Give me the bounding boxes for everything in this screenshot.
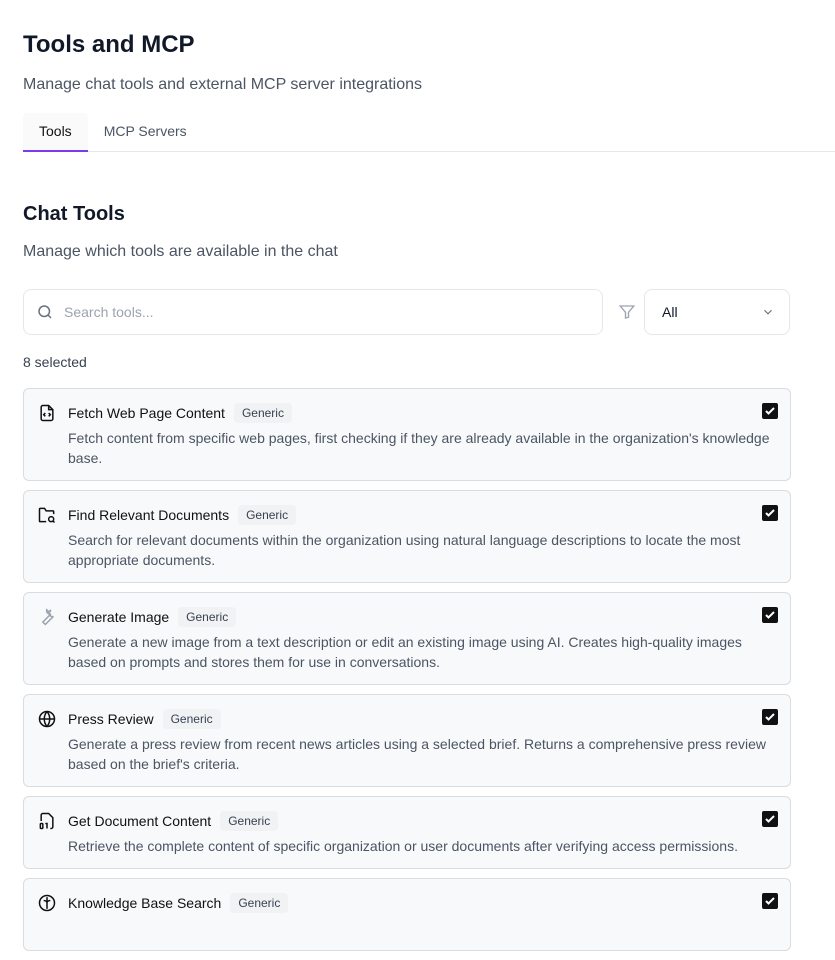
tool-checkbox[interactable] (762, 505, 778, 521)
tool-name: Generate Image (68, 609, 170, 625)
file-code-icon (37, 403, 57, 423)
tool-name: Knowledge Base Search (68, 895, 222, 911)
tool-description: Generate a press review from recent news articles using a selected brief. Returns a comprehensive press review based on the brief's criteria. (68, 736, 766, 772)
tool-checkbox[interactable] (762, 893, 778, 909)
tool-card (23, 388, 791, 481)
check-icon (764, 405, 776, 417)
tool-checkbox[interactable] (762, 607, 778, 623)
search-icon (36, 303, 54, 321)
selected-count: 8 selected (23, 354, 87, 370)
tool-description: Retrieve the complete content of specific organization or user documents after verifying access permissions. (68, 838, 738, 854)
page-subtitle: Manage chat tools and external MCP server integrations (23, 76, 423, 93)
tool-checkbox[interactable] (762, 811, 778, 827)
globe-icon (37, 709, 57, 729)
search-box (23, 289, 603, 335)
tool-badge: Generic (163, 709, 221, 729)
tool-name: Fetch Web Page Content (68, 405, 225, 421)
tool-card (23, 490, 791, 583)
tool-badge: Generic (178, 607, 236, 627)
tool-badge: Generic (220, 811, 278, 831)
tool-description: Generate a new image from a text description or edit an existing image using AI. Creates high-quality images based on prompts and stores them for use in conversations. (68, 634, 742, 670)
folder-search-icon (37, 505, 57, 525)
check-icon (764, 507, 776, 519)
tool-badge: Generic (238, 505, 296, 525)
brain-icon (37, 893, 57, 913)
tool-badge: Generic (230, 893, 288, 913)
section-title: Chat Tools (23, 203, 125, 225)
check-icon (764, 711, 776, 723)
filter-select-value: All (662, 304, 678, 320)
tool-badge: Generic (234, 403, 292, 423)
tab-tools[interactable]: Tools (23, 113, 88, 152)
tool-card (23, 592, 791, 685)
tool-checkbox[interactable] (762, 709, 778, 725)
tool-description: Search for relevant documents within the organization using natural language descriptions to locate the most appropriate documents. (68, 532, 741, 568)
tab-mcp-servers[interactable]: MCP Servers (103, 123, 187, 139)
wrench-icon (37, 607, 57, 627)
tab-bar (23, 113, 835, 152)
tool-checkbox[interactable] (762, 403, 778, 419)
filter-select[interactable] (644, 289, 790, 335)
tool-card (23, 878, 791, 951)
file-binary-icon (37, 811, 57, 831)
chevron-down-icon (761, 305, 775, 319)
check-icon (764, 609, 776, 621)
search-input[interactable] (64, 304, 564, 320)
tool-name: Find Relevant Documents (68, 507, 230, 523)
section-subtitle: Manage which tools are available in the chat (23, 243, 338, 260)
tool-name: Press Review (68, 711, 154, 727)
page-title: Tools and MCP (23, 31, 195, 58)
tool-name: Get Document Content (68, 813, 212, 829)
tool-card (23, 694, 791, 787)
tool-list (23, 388, 791, 960)
tool-description: Fetch content from specific web pages, first checking if they are already available in the organization's knowledge base. (68, 430, 770, 466)
check-icon (764, 895, 776, 907)
filter-icon[interactable] (618, 303, 636, 321)
check-icon (764, 813, 776, 825)
tool-card (23, 796, 791, 869)
